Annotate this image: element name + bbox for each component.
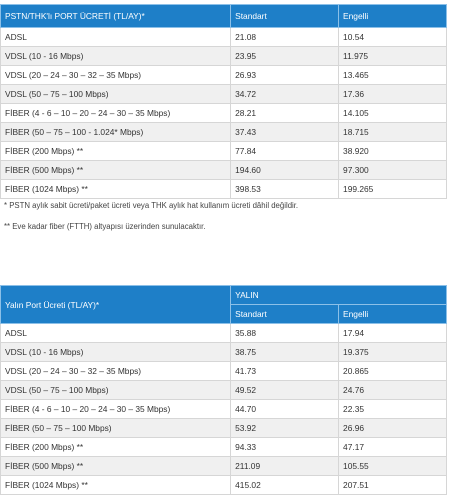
- table-row: [1, 324, 447, 343]
- cell-service: FİBER (500 Mbps) **: [1, 457, 231, 476]
- table-row: [1, 419, 447, 438]
- cell-standard-price: 211.09: [231, 457, 339, 476]
- table-row: [1, 476, 447, 495]
- footnote-fiber: ** Eve kadar fiber (FTTH) altyapısı üzerinden sunulacaktır.: [4, 222, 206, 231]
- cell-standard-price: 53.92: [231, 419, 339, 438]
- table-header-row: [1, 286, 447, 305]
- cell-disabled-price: 14.105: [339, 104, 447, 123]
- cell-disabled-price: 97.300: [339, 161, 447, 180]
- cell-disabled-price: 47.17: [339, 438, 447, 457]
- cell-standard-price: 38.75: [231, 343, 339, 362]
- table-header-row: [1, 5, 447, 28]
- table-row: [1, 66, 447, 85]
- cell-service: ADSL: [1, 324, 231, 343]
- cell-disabled-price: 11.975: [339, 47, 447, 66]
- footnote-pstn: * PSTN aylık sabit ücreti/paket ücreti veya THK aylık hat kullanım ücreti dâhil değildir.: [4, 201, 299, 210]
- table-row: [1, 85, 447, 104]
- table-row: [1, 47, 447, 66]
- table-row: [1, 28, 447, 47]
- table-row: [1, 362, 447, 381]
- cell-disabled-price: 22.35: [339, 400, 447, 419]
- cell-standard-price: 26.93: [231, 66, 339, 85]
- naked-port-fee-table: [0, 285, 447, 495]
- cell-service: FİBER (50 – 75 – 100 - 1.024* Mbps): [1, 123, 231, 142]
- table-body: [1, 28, 447, 199]
- cell-standard-price: 21.08: [231, 28, 339, 47]
- cell-service: ADSL: [1, 28, 231, 47]
- cell-disabled-price: 19.375: [339, 343, 447, 362]
- column-header-service: PSTN/THK'lı PORT ÜCRETİ (TL/AY)*: [1, 5, 231, 28]
- cell-service: VDSL (10 - 16 Mbps): [1, 343, 231, 362]
- column-header-standard: Standart: [231, 5, 339, 28]
- cell-disabled-price: 10.54: [339, 28, 447, 47]
- cell-standard-price: 94.33: [231, 438, 339, 457]
- table-row: [1, 123, 447, 142]
- column-header-standard: Standart: [231, 305, 339, 324]
- cell-standard-price: 398.53: [231, 180, 339, 199]
- table-row: [1, 104, 447, 123]
- cell-disabled-price: 17.36: [339, 85, 447, 104]
- cell-service: VDSL (20 – 24 – 30 – 32 – 35 Mbps): [1, 362, 231, 381]
- cell-standard-price: 77.84: [231, 142, 339, 161]
- cell-disabled-price: 105.55: [339, 457, 447, 476]
- cell-service: FİBER (1024 Mbps) **: [1, 476, 231, 495]
- cell-service: VDSL (50 – 75 – 100 Mbps): [1, 381, 231, 400]
- cell-service: VDSL (50 – 75 – 100 Mbps): [1, 85, 231, 104]
- cell-disabled-price: 24.76: [339, 381, 447, 400]
- table-row: [1, 381, 447, 400]
- cell-service: FİBER (200 Mbps) **: [1, 142, 231, 161]
- cell-service: FİBER (50 – 75 – 100 Mbps): [1, 419, 231, 438]
- cell-disabled-price: 13.465: [339, 66, 447, 85]
- cell-standard-price: 23.95: [231, 47, 339, 66]
- table-row: [1, 343, 447, 362]
- table-row: [1, 457, 447, 476]
- cell-service: VDSL (20 – 24 – 30 – 32 – 35 Mbps): [1, 66, 231, 85]
- cell-disabled-price: 207.51: [339, 476, 447, 495]
- column-header-disabled: Engelli: [339, 305, 447, 324]
- cell-disabled-price: 26.96: [339, 419, 447, 438]
- cell-service: FİBER (500 Mbps) **: [1, 161, 231, 180]
- cell-standard-price: 34.72: [231, 85, 339, 104]
- cell-disabled-price: 20.865: [339, 362, 447, 381]
- cell-disabled-price: 38.920: [339, 142, 447, 161]
- table-row: [1, 180, 447, 199]
- cell-standard-price: 415.02: [231, 476, 339, 495]
- table-row: [1, 142, 447, 161]
- cell-standard-price: 194.60: [231, 161, 339, 180]
- cell-disabled-price: 17.94: [339, 324, 447, 343]
- table-row: [1, 438, 447, 457]
- cell-standard-price: 28.21: [231, 104, 339, 123]
- cell-service: FİBER (4 - 6 – 10 – 20 – 24 – 30 – 35 Mbps): [1, 400, 231, 419]
- cell-service: FİBER (4 - 6 – 10 – 20 – 24 – 30 – 35 Mbps): [1, 104, 231, 123]
- cell-standard-price: 44.70: [231, 400, 339, 419]
- cell-disabled-price: 199.265: [339, 180, 447, 199]
- cell-disabled-price: 18.715: [339, 123, 447, 142]
- table-row: [1, 161, 447, 180]
- cell-standard-price: 35.88: [231, 324, 339, 343]
- column-header-disabled: Engelli: [339, 5, 447, 28]
- cell-standard-price: 37.43: [231, 123, 339, 142]
- cell-standard-price: 41.73: [231, 362, 339, 381]
- cell-service: VDSL (10 - 16 Mbps): [1, 47, 231, 66]
- cell-service: FİBER (1024 Mbps) **: [1, 180, 231, 199]
- cell-standard-price: 49.52: [231, 381, 339, 400]
- table-body: [1, 324, 447, 495]
- column-header-service: Yalın Port Ücreti (TL/AY)*: [1, 286, 231, 324]
- cell-service: FİBER (200 Mbps) **: [1, 438, 231, 457]
- table-row: [1, 400, 447, 419]
- pstn-port-fee-table: [0, 4, 447, 199]
- column-group-header-yalin: YALIN: [231, 286, 447, 305]
